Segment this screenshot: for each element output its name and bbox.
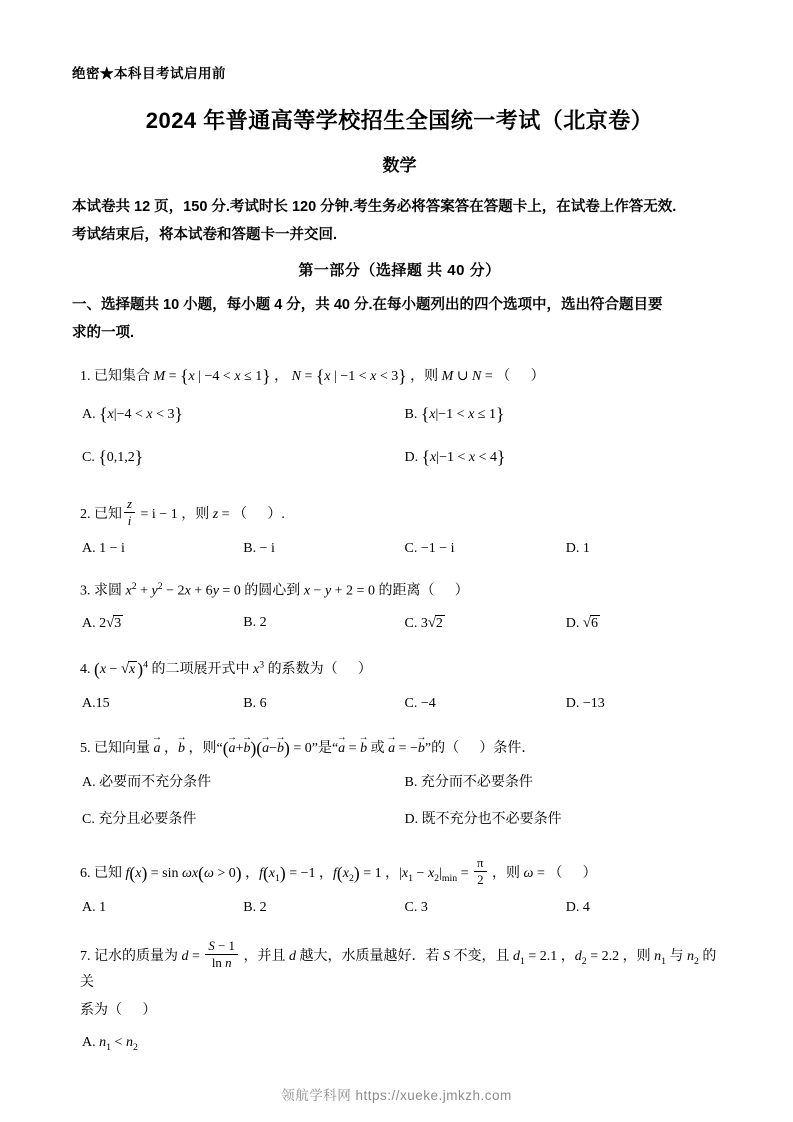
question-7-stem-prefix: 记水的质量为 <box>94 948 178 964</box>
option-3-C[interactable]: C. 3√2 <box>404 615 443 632</box>
question-3-number: 3. <box>80 583 91 599</box>
section-instruction-line-2: 求的一项. <box>72 324 135 341</box>
question-1 <box>72 361 727 392</box>
option-2-D-text: 1 <box>582 540 590 556</box>
question-4 <box>72 654 727 685</box>
option-5-C-label: C. <box>82 811 95 827</box>
question-4-stem: 4. (x − √x )$^4$ 的二项展开式中 $x^3$ 的系数为（ ） <box>80 659 372 680</box>
option-3-D[interactable]: D. √6 <box>565 615 598 632</box>
question-6-stem-prefix: 已知 <box>94 866 122 882</box>
option-3-B-label: B. <box>243 615 257 631</box>
instruction-line-2: 考试结束后，将本试卷和答题卡一并交回. <box>72 226 338 243</box>
option-6-C-label: C. <box>404 899 418 915</box>
option-7-A[interactable]: A. $n_1 < n_2$ <box>82 1034 138 1053</box>
option-4-D-label: D. <box>565 695 580 711</box>
option-6-D-label: D. <box>565 899 580 915</box>
option-3-A-label: A. <box>82 616 96 632</box>
question-2-number: 2. <box>80 507 91 523</box>
option-4-C-text: −4 <box>420 695 436 711</box>
option-6-B[interactable] <box>243 895 404 922</box>
option-2-B-label: B. <box>243 540 257 556</box>
question-6-stem: 6. 已知 f(x) = sin ωx(ω > 0) ，$f(x_1) = -1$ ，$f(x_2) = 1$ ，$|x_1 - x_2|_{min}$ = $\frac{\pi}{2}$ ，则 ω = （ ） <box>80 856 597 888</box>
question-5-options <box>72 770 727 843</box>
option-2-B[interactable] <box>243 536 404 563</box>
option-5-C-text: 充分且必要条件 <box>98 811 197 827</box>
option-5-C[interactable] <box>82 807 405 834</box>
option-4-D-text: −13 <box>582 695 605 711</box>
option-4-A[interactable] <box>82 691 243 718</box>
option-2-D[interactable] <box>566 536 727 563</box>
option-5-A-label: A. <box>82 775 96 791</box>
option-6-D-text: 4 <box>582 899 590 915</box>
option-1-A-label: A. <box>82 406 96 422</box>
option-5-B-text: 充分而不必要条件 <box>420 775 533 791</box>
question-3 <box>72 578 727 604</box>
option-2-D-label: D. <box>565 540 580 556</box>
option-4-D[interactable] <box>566 691 727 718</box>
option-1-B[interactable]: B. {x|−1 < x ≤ 1} <box>404 403 505 424</box>
question-4-number: 4. <box>80 662 91 678</box>
option-2-A-text: 1 − i <box>99 540 125 556</box>
option-2-C[interactable] <box>405 536 566 563</box>
question-7-stem: 7. 记水的质量为 d = $\frac{S - 1}{\text{ln n}}$ ，并且 d 越大，水质量越好．若 S 不变，且 $d_1 = 2.1$ ，$d_2 = 2.2$ ，则 $n_1$ 与 $n_2$ 的关 <box>80 938 717 990</box>
question-2-stem-prefix: 已知 <box>94 507 122 523</box>
watermark-footer: 领航学科网 https://xueke.jmkzh.com <box>281 1088 512 1103</box>
option-1-D-label: D. <box>404 449 419 465</box>
option-4-B[interactable] <box>243 691 404 718</box>
question-7 <box>72 938 727 1024</box>
option-7-A-label: A. <box>82 1034 96 1050</box>
question-6 <box>72 855 727 889</box>
option-3-A[interactable]: A. 2√3 <box>82 615 122 632</box>
option-6-C[interactable] <box>405 895 566 922</box>
option-5-A[interactable] <box>82 770 405 797</box>
option-5-B[interactable] <box>405 770 728 797</box>
section-instructions <box>72 292 727 347</box>
section-instruction-line-1: 一、选择题共 10 小题，每小题 4 分，共 40 分.在每小题列出的四个选项中，选出符合题目要 <box>72 297 663 314</box>
option-6-A-text: 1 <box>99 899 107 915</box>
option-4-C[interactable] <box>405 691 566 718</box>
option-3-D-label: D. <box>565 616 580 632</box>
option-5-D-text: 既不充分也不必要条件 <box>421 811 562 827</box>
option-3-B[interactable]: B. 2 <box>243 615 267 631</box>
option-2-C-text: −1 − i <box>420 540 455 556</box>
question-6-number: 6. <box>80 866 91 882</box>
option-2-B-text: − i <box>259 540 275 556</box>
question-1-options <box>72 398 727 485</box>
page-title: 2024 年普通高等学校招生全国统一考试（北京卷） <box>145 108 654 133</box>
option-5-D-label: D. <box>404 811 419 827</box>
instruction-line-1: 本试卷共 12 页，150 分.考试时长 120 分钟.考生务必将答案答在答题卡上，在试卷上作答无效. <box>72 199 677 215</box>
option-1-C[interactable]: C. {0,1,2} <box>82 447 144 468</box>
option-4-C-label: C. <box>404 695 418 711</box>
question-5-stem: 5. 已知向量 a → ，b → ，则“(a →+b →)(a →−b →) = 0”是“a → = b → 或 a → = −b →”的（ ）条件． <box>80 733 727 764</box>
question-1-number: 1. <box>80 369 91 385</box>
option-2-A-label: A. <box>82 540 96 556</box>
question-5-number: 5. <box>80 741 91 757</box>
question-2-stem: 2. 已知 $\frac{z}{i}$ = i − 1 ，则 z = （ ）. <box>80 497 285 529</box>
option-6-D[interactable] <box>566 895 727 922</box>
option-6-B-label: B. <box>243 899 257 915</box>
question-1-stem-prefix: 已知集合 <box>94 369 150 385</box>
secret-notice: 绝密★本科目考试启用前 <box>72 66 226 81</box>
option-5-B-label: B. <box>404 775 418 791</box>
subject-title: 数学 <box>382 156 417 175</box>
option-6-C-text: 3 <box>420 899 428 915</box>
option-2-C-label: C. <box>404 540 418 556</box>
question-7-stem-line2: 系为（ ） <box>80 1003 157 1019</box>
option-6-B-text: 2 <box>259 899 267 915</box>
option-4-B-text: 6 <box>259 695 267 711</box>
part-one-header: 第一部分（选择题 共 40 分） <box>298 262 501 280</box>
option-5-D[interactable] <box>405 807 728 834</box>
option-4-A-label: A. <box>82 695 96 711</box>
question-5 <box>72 733 727 764</box>
question-2-options <box>72 536 727 567</box>
question-3-stem-prefix: 求圆 <box>94 583 122 599</box>
option-1-D[interactable]: D. {x|−1 < x < 4} <box>404 447 506 468</box>
option-4-B-label: B. <box>243 695 257 711</box>
question-5-stem-prefix: 已知向量 <box>94 741 150 757</box>
question-1-stem: 1. 已知集合 M = {x | −4 < x ≤ 1} ， N = {x | −1 < x < 3} ，则 M ∪ N = （ ） <box>80 366 545 387</box>
question-7-options <box>72 1030 727 1057</box>
question-6-options <box>72 895 727 926</box>
option-3-C-label: C. <box>404 616 418 632</box>
option-1-B-label: B. <box>404 406 418 422</box>
option-6-A-label: A. <box>82 899 96 915</box>
question-3-stem: 3. 求圆 $x^2 + y^2 - 2x + 6y = 0$ 的圆心到 x − y + 2 = 0 的距离（ ） <box>80 581 469 599</box>
question-3-options <box>72 610 727 642</box>
question-2 <box>72 496 727 529</box>
option-5-A-text: 必要而不充分条件 <box>99 775 212 791</box>
exam-instructions <box>72 194 727 249</box>
option-1-C-label: C. <box>82 449 95 465</box>
question-7-number: 7. <box>80 948 91 964</box>
option-1-A[interactable]: A. {x|−4 < x < 3} <box>82 403 183 424</box>
question-4-options <box>72 691 727 722</box>
option-4-A-text: 15 <box>95 695 110 711</box>
option-6-A[interactable] <box>82 895 243 922</box>
option-2-A[interactable] <box>82 536 243 563</box>
